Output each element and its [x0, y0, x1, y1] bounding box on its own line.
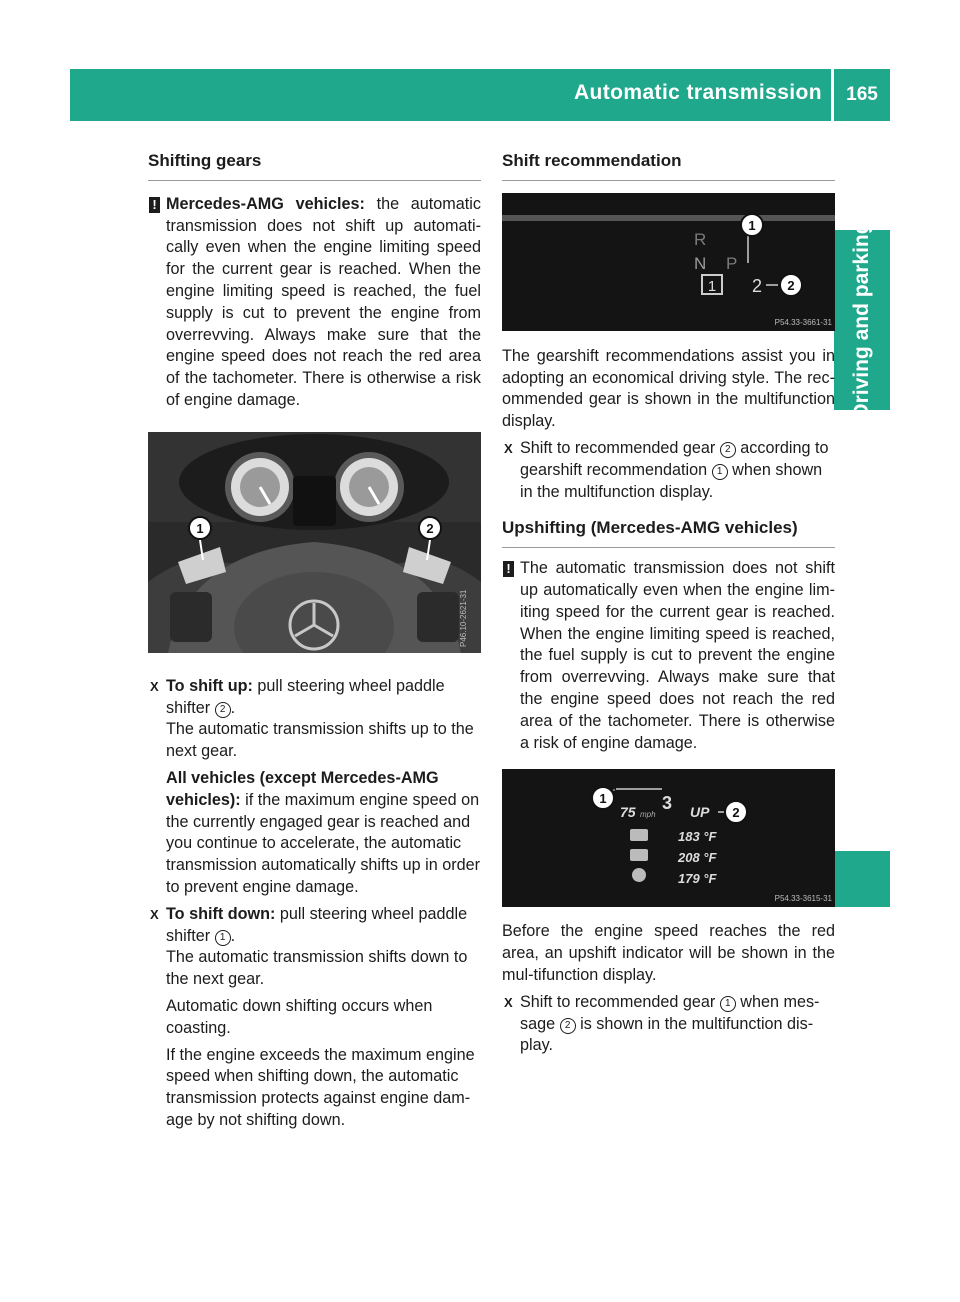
figure-callout-1: 1: [599, 791, 607, 807]
upshift-display-illustration: [502, 769, 835, 907]
section-heading-shifting-gears: Shifting gears: [148, 150, 481, 181]
figure-code: P46.10-2621-31: [459, 589, 468, 647]
all-vehicles-text: if the maximum engine speed on the currently engaged gear is reached and you continue to accelerate, the automatic transmission automatically shifts up in order to prevent engine damage.: [166, 790, 480, 896]
section-heading-shift-recommendation: Shift recommendation: [502, 150, 835, 181]
shift-down-text-end: .: [230, 926, 236, 945]
oil-temperature: 183 °F: [678, 829, 717, 845]
all-vehicles-label: All vehicles (except Mercedes-AMG vehicles):: [166, 768, 439, 809]
transmission-temperature: 179 °F: [678, 871, 717, 887]
steering-wheel-figure: [148, 432, 481, 653]
step-arrow-icon: X: [150, 678, 159, 694]
header-title: Automatic transmission: [573, 81, 822, 104]
warning-note: [148, 194, 481, 412]
steering-wheel-illustration: [148, 432, 481, 653]
side-marker: [834, 851, 890, 907]
callout-ref: 1: [712, 464, 728, 480]
coasting-note: Automatic down shifting occurs when coasting.: [166, 996, 433, 1037]
warning-text: the automatic transmission does not shift up automati-cally even when the engine limiting speed for the current gear is reached. When the engine limiting speed is reached, the fuel supply is cut to prevent the engine from overrevving. Always make sure that the engine speed does not reach the red area of the tachometer. There is otherwise a risk of engine damage.: [166, 194, 481, 409]
callout-ref: 1: [720, 996, 736, 1012]
gear-r-label: R: [694, 229, 707, 249]
speed-unit: mph: [640, 810, 656, 820]
current-gear: 3: [662, 793, 673, 814]
shift-up-result: The automatic transmission shifts up to the next gear.: [166, 720, 474, 761]
step-arrow-icon: X: [504, 994, 513, 1010]
upshift-indicator-figure: [502, 769, 835, 907]
step-shift-down: [148, 904, 481, 948]
coolant-temperature: 208 °F: [678, 850, 717, 866]
shift-recommendation-figure: [502, 193, 835, 331]
all-vehicles-note: [148, 768, 481, 899]
callout-ref: 2: [560, 1018, 576, 1034]
figure-callout-1: 1: [196, 520, 204, 536]
step-text: Shift to recommended gear: [520, 438, 720, 457]
speedometer-dial-right: [334, 452, 404, 522]
warning-icon: !: [503, 561, 514, 577]
protection-note: If the engine exceeds the maximum engine speed when shifting down, the automatic transmission protects against engine dam-age by not shifting down.: [166, 1045, 475, 1129]
shift-down-result: The automatic transmission shifts down to the next gear.: [166, 948, 468, 989]
step-text: according to gearshift recommendation: [520, 438, 829, 479]
left-column: [148, 150, 481, 1132]
figure-callout-2: 2: [732, 805, 740, 821]
step-arrow-icon: X: [504, 440, 513, 456]
temperature-icons: [630, 829, 648, 882]
figure-code: P54.33-3615-31: [774, 894, 832, 904]
callout-ref: 2: [215, 702, 231, 718]
section-heading-upshifting: Upshifting (Mercedes-AMG vehicles): [502, 517, 835, 548]
header-separator: [831, 69, 834, 121]
side-tab-label: Driving and parking: [850, 221, 874, 419]
step-text: when shown in the multifunction display.: [520, 460, 823, 501]
shift-up-text-end: .: [230, 698, 236, 717]
gear-p-label: P: [726, 253, 738, 273]
shift-down-label: To shift down:: [166, 904, 276, 923]
current-gear: 1: [707, 277, 717, 295]
shift-up-label: To shift up:: [166, 676, 253, 695]
right-column: [502, 150, 835, 1057]
figure-callout-2: 2: [426, 520, 434, 536]
figure-callout-2: 2: [787, 277, 795, 293]
step-arrow-icon: X: [150, 906, 159, 922]
warning-label: Mercedes-AMG vehicles:: [166, 194, 365, 213]
step-text: Shift to recommended gear: [520, 992, 720, 1011]
step-upshift: [502, 992, 835, 1057]
figure-callout-1: 1: [748, 217, 756, 233]
warning-text: The automatic transmission does not shift up automatically even when the engine lim-iting speed for the current gear is reached. When the engine limiting speed is reached, the fuel supply is cut to prevent the engine from overrevving. Always make sure that the engine speed does not reach the red area of the tachometer. There is otherwise a risk of engine damage.: [520, 559, 835, 752]
step-text: when mes-sage: [520, 992, 820, 1033]
speed-value: 75: [620, 804, 636, 821]
upshift-paragraph: Before the engine speed reaches the red area, an upshift indicator will be shown in the mul-tifunction display.: [502, 922, 835, 984]
recommended-gear: 2: [752, 275, 763, 296]
gear-n-label: N: [694, 253, 707, 273]
upshift-indicator: UP: [690, 804, 710, 821]
tachometer-dial-left: [225, 452, 295, 522]
step-shift-up: [148, 676, 481, 720]
shift-up-text: pull steering wheel paddle shifter: [166, 676, 445, 717]
warning-icon: !: [149, 197, 160, 213]
step-text: is shown in the multifunction dis-play.: [520, 1014, 814, 1055]
step-shift-recommended: [502, 438, 835, 503]
callout-ref: 2: [720, 442, 736, 458]
gear-display-illustration: [502, 193, 835, 331]
callout-ref: 1: [215, 930, 231, 946]
shift-down-text: pull steering wheel paddle shifter: [166, 904, 468, 945]
warning-note: [502, 558, 835, 754]
recommendation-paragraph: The gearshift recommendations assist you in adopting an economical driving style. The rec-ommended gear is shown in the multifunction display.: [502, 346, 835, 431]
page-number: 165: [846, 84, 878, 105]
figure-code: P54.33-3661-31: [774, 317, 832, 327]
